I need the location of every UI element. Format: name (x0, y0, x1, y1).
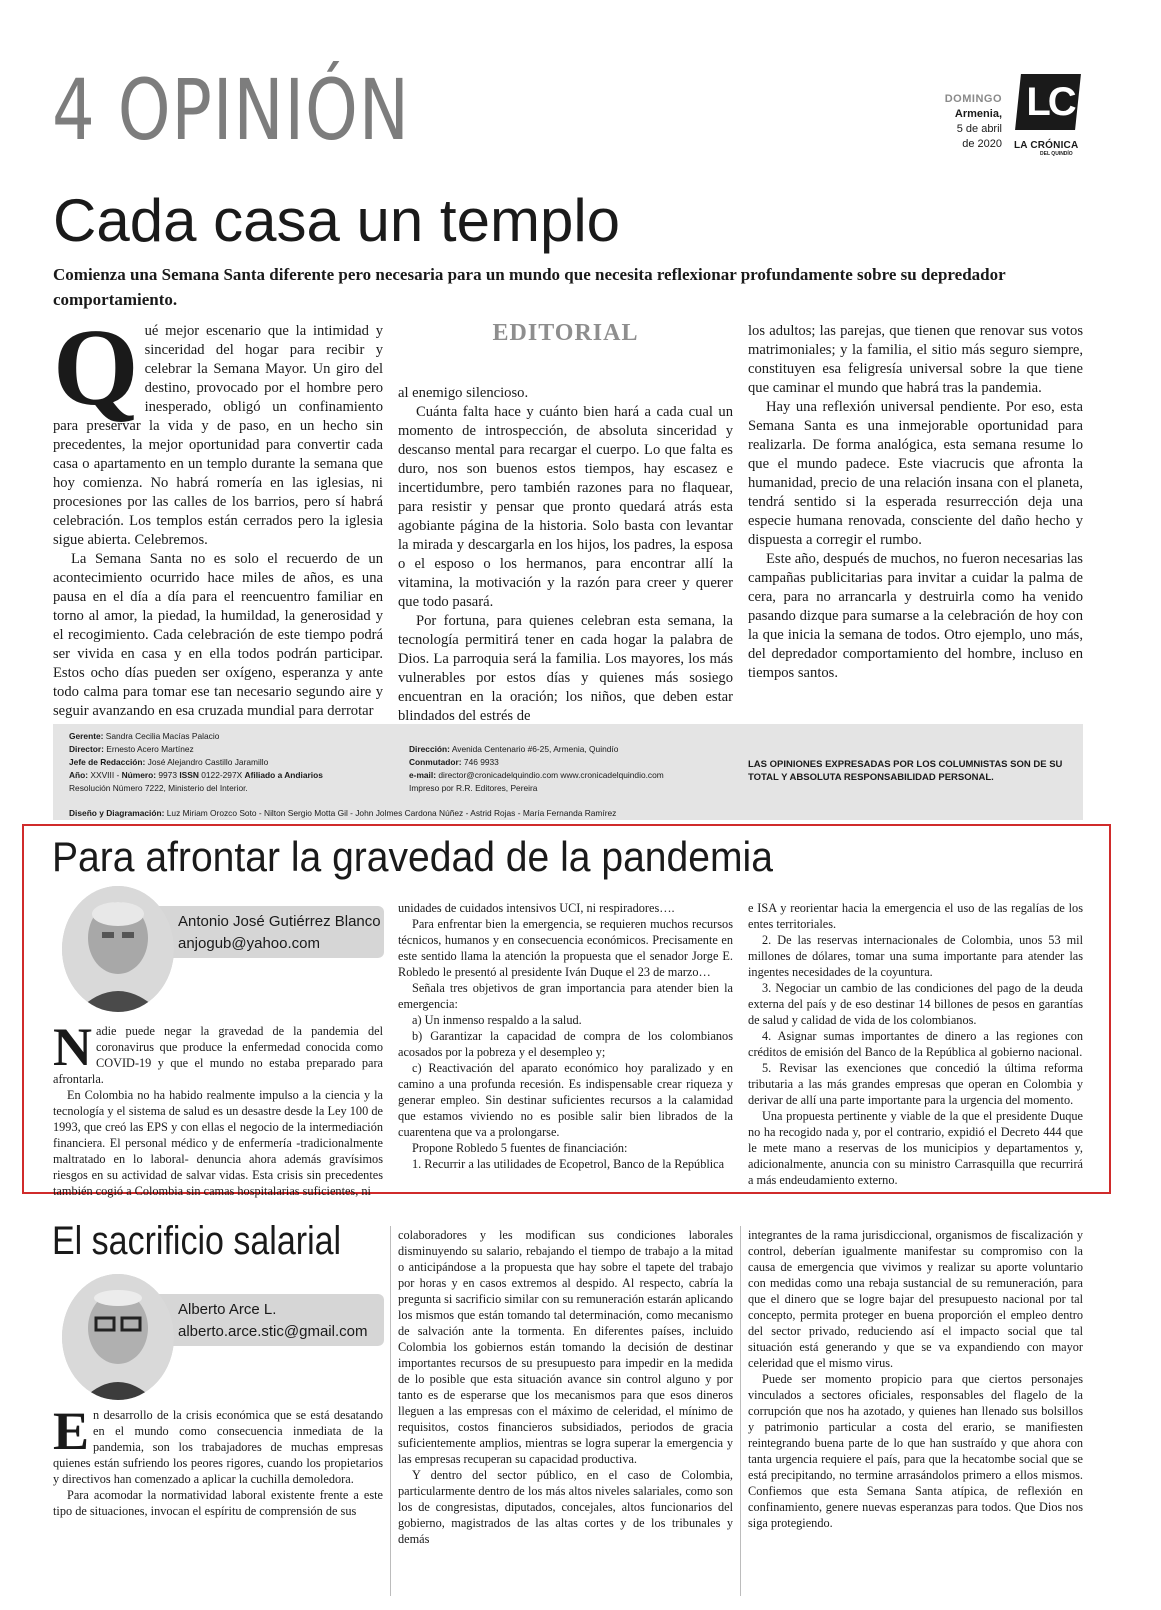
editorial-column-3 (748, 322, 1083, 683)
editorial-label: EDITORIAL (492, 320, 639, 346)
masthead-row: Resolución Número 7222, Ministerio del Interior. (69, 783, 248, 793)
masthead-row: Dirección: Avenida Centenario #6-25, Armenia, Quindío (409, 744, 619, 754)
paragraph: Puede ser momento propicio para que ciertos personajes vinculados a sectores oficiales, responsables del flagelo de la corrupción que nos ha azotado, y quienes han llenado sus bolsillos y patrimonio particular a costa del erario, se manifiesten reintegrando buena parte de lo que han sustraído y que ahora con tanta urgencia requiere el país, para que la hecatombe social que se está precipitando, no termine arrasándolos primero a ellos mismos. Confiemos que esta Semana Santa atípica, de reflexión en confinamiento, genere nuevas esperanzas para todos. Que Dios nos siga protegiendo. (748, 1372, 1083, 1530)
paragraph: La Semana Santa no es solo el recuerdo de un acontecimiento ocurrido hace miles de años, es una pausa en el día a día para el reencuentro familiar en torno al amor, la piedad, la humildad, la generosidad y el recogimiento. Cada celebración de este tiempo podrá ser vivida en casa y en ella todos podrán participar. Estos ocho días pueden ser oxígeno, esperanza y ante todo calma para tomar ese tan necesario segundo aire y seguir avanzando en esa cruzada mundial para derrotar (53, 551, 383, 719)
author-photo-image (62, 1274, 174, 1400)
article2-byline (150, 1294, 384, 1346)
article1-column-3 (748, 900, 1083, 1188)
author-photo-image (62, 886, 174, 1012)
paragraph: Una propuesta pertinente y viable de la que el presidente Duque no ha recogido nada y, por el contrario, expidió el Decreto 444 que le mete mano a reservas de los municipios y departamentos y, adicionalmente, anuncia con su ministro Carrasquilla que recurrirá a más endeudamiento externo. (748, 1109, 1083, 1187)
date-day: DOMINGO (944, 93, 1002, 105)
editorial-column-1 (53, 306, 383, 721)
date-city: Armenia, (954, 108, 1002, 120)
paragraph: Señala tres objetivos de gran importancia para atender bien la emergencia: (398, 981, 733, 1011)
paragraph: b) Garantizar la capacidad de compra de los colombianos acosados por la pobreza y el desempleo y; (398, 1029, 733, 1059)
date-block (930, 92, 1002, 152)
paragraph: c) Reactivación del aparato económico hoy paralizado y en camino a una profunda recesión. Es indispensable crear riqueza y generar empleo. Sin destinar suficientes recursos a la calamidad que estamos viviendo no es posible salir bien librados de la cuarentena que va a prolongarse. (398, 1061, 733, 1139)
paragraph: 3. Negociar un cambio de las condiciones del pago de la deuda externa del país y de eso destinar 14 billones de pesos en garantías de salud y calidad de vida de los colombianos. (748, 981, 1083, 1027)
paragraph: al enemigo silencioso. (398, 385, 529, 401)
column-divider (390, 1226, 391, 1596)
paragraph: Para acomodar la normatividad laboral existente frente a este tipo de situaciones, invocan el espíritu de comprensión de sus (53, 1488, 383, 1518)
paragraph: unidades de cuidados intensivos UCI, ni respiradores…. (398, 901, 675, 915)
author-name: Alberto Arce L. (178, 1301, 277, 1318)
logo-name: LA CRÓNICA (1014, 140, 1079, 151)
article1-byline (150, 906, 384, 958)
newspaper-logo (1012, 74, 1084, 160)
paragraph: 5. Revisar las exenciones que concedió la última reforma tributaria a las más grandes empresas que operan en Colombia y derivar de allí una parte importante para la urgencia del momento. (748, 1061, 1083, 1107)
masthead-row: Año: XXVIII - Número: 9973 ISSN 0122-297X Afiliado a Andiarios (69, 770, 323, 780)
masthead-staff (69, 730, 399, 795)
paragraph: 2. De las reservas internacionales de Colombia, unos 53 mil millones de dólares, tomar una suma importante para atender las ingentes necesidades de la coyuntura. (748, 933, 1083, 979)
masthead-design-credits: Diseño y Diagramación: Luz Miriam Orozco Soto - Nilton Sergio Motta Gil - John Jolmes Cardona Núñez - Astrid Rojas - María Fernanda Ramírez (69, 808, 617, 818)
masthead-row: Jefe de Redacción: José Alejandro Castillo Jaramillo (69, 757, 269, 767)
paragraph: Propone Robledo 5 fuentes de financiación: (412, 1141, 628, 1155)
masthead-row: Gerente: Sandra Cecilia Macías Palacio (69, 731, 220, 741)
article2-title: El sacrificio salarial (52, 1219, 342, 1263)
drop-cap: Q (53, 306, 139, 428)
paragraph: Y dentro del sector público, en el caso de Colombia, particularmente dentro de los más altos niveles salariales, como son los de congresistas, diputados, concejales, altos funcionarios del gobierno, magistrados de las altas cortes y de los tribunales y demás (398, 1468, 733, 1546)
date-line1: 5 de abril (956, 123, 1002, 135)
paragraph: Para enfrentar bien la emergencia, se requieren muchos recursos técnicos, humanos y en consecuencia económicos. Precisamente en este sentido llama la atención la propuesta que el senador Jorge E. Robledo le presentó al presidente Iván Duque el 23 de marzo… (398, 917, 733, 979)
article1-column-2 (398, 900, 733, 1172)
drop-cap: E (53, 1401, 90, 1461)
masthead-row: Impreso por R.R. Editores, Pereira (409, 783, 538, 793)
section-heading (52, 61, 410, 159)
drop-cap: N (53, 1017, 92, 1077)
paragraph: integrantes de la rama jurisdiccional, organismos de fiscalización y control, deberían igualmente manifestar su compromiso con la causa de emergencia que vivimos y realizar su aporte voluntario con medidas como una rebaja sustancial de su remuneración, para que el dinero que se logre bajar del presupuesto nacional por tal concepto, permita proteger en buena proporción el empleo dentro del sector privado, reduciendo así el impacto social que tal situación está generando y que se va expandiendo con mayor celeridad que el mismo virus. (748, 1228, 1083, 1370)
section-name: OPINIÓN (117, 61, 410, 159)
masthead-contact (409, 743, 749, 795)
paragraph: adie puede negar la gravedad de la pandemia del coronavirus que produce la enfermedad conocida como COVID-19 y que el mundo no estaba preparado para afrontarla. (53, 1024, 383, 1086)
author-email[interactable]: anjogub@yahoo.com (178, 935, 320, 952)
section-number: 4 (52, 61, 96, 159)
paragraph: n desarrollo de la crisis económica que se está desatando en el mundo como consecuencia inmediata de la pandemia, son los trabajadores de muchas empresas quienes están sufriendo los peores rigores, cuando los propietarios y directivos han comenzado a aplicar la cuchilla demoledora. (53, 1408, 383, 1486)
author-photo (62, 1274, 174, 1400)
author-email[interactable]: alberto.arce.stic@gmail.com (178, 1323, 368, 1340)
editorial-subtitle: Comienza una Semana Santa diferente pero necesaria para un mundo que necesita reflexionar profundamente sobre su depredador comportamiento. (53, 265, 1006, 309)
paragraph: 4. Asignar sumas importantes de dinero a las regiones con créditos de emisión del Banco de la República al gobierno nacional. (748, 1029, 1083, 1059)
masthead-row: Conmutador: 746 9933 (409, 757, 499, 767)
editorial-title: Cada casa un templo (53, 187, 621, 254)
column-divider (740, 1226, 741, 1596)
article1-column-1 (53, 1017, 383, 1199)
editorial-column-2 (398, 322, 733, 726)
article2-column-1 (53, 1401, 383, 1519)
paragraph: ué mejor escenario que la intimidad y sinceridad del hogar para recibir y celebrar la Semana Mayor. Un giro del destino, provocado por el hombre pero inesperado, obligó un confinamiento para preservar la vida y de paso, en un hecho sin precedentes, la mejor oportunidad para convertir cada casa o apartamento en un templo durante la semana que hoy comienza. No habrá romería en las iglesias, ni procesiones por las calles de los barrios, pero sí habrá celebración. Los templos están cerrados pero la iglesia sigue abierta. Celebremos. (53, 323, 383, 548)
paragraph: 1. Recurrir a las utilidades de Ecopetrol, Banco de la República (412, 1157, 725, 1171)
article1-title: Para afrontar la gravedad de la pandemia (52, 833, 773, 880)
author-name: Antonio José Gutiérrez Blanco (178, 913, 381, 930)
paragraph: Cuánta falta hace y cuánto bien hará a cada cual un momento de introspección, de absoluta sinceridad y descanso mental para recargar el cuerpo. Lo que falta es duro, nos son buenos estos tiempos, hay escasez e incertidumbre, pero también razones para no flaquear, para resistir y pensar que pronto quedará atrás esta agobiante página de la historia. Solo basta con levantar la mirada y descargarla en los hijos, los padres, la esposa o el esposo o los hermanos, para encontrar allí la vitamina, la motivación y la razón para creer y querer que todo pasará. (398, 404, 733, 610)
article2-column-2 (398, 1227, 733, 1547)
masthead-row: Director: Ernesto Acero Martínez (69, 744, 194, 754)
masthead-row: e-mail: director@cronicadelquindio.com www.cronicadelquindio.com (409, 770, 664, 780)
date-line2: de 2020 (962, 138, 1002, 150)
paragraph: Hay una reflexión universal pendiente. Por eso, esta Semana Santa es una inmejorable oportunidad para realizarla. De forma analógica, esta semana resume lo que el mundo padece. Este viacrucis que afronta la humanidad, precio de una relación insana con el planeta, tendrá sentido si la esperada resurrección deja una especie humana renovada, consciente del daño hecho y dispuesta a corregir el rumbo. (748, 399, 1083, 548)
paragraph: colaboradores y les modifican sus condiciones laborales disminuyendo su salario, rebajando el tiempo de trabajo a la mitad o anticipándose a la propuesta que hay sobre el tapete del trabajo por horas y en casos extremos al despido. Al respecto, cabría la pregunta si sacrificio similar con su remuneración estarán aplicando los mismos que están tomando tal determinación, como mecanismo de salvación ante la tormenta. En diferentes países, incluido Colombia los gobiernos están tomando la decisión de destinar importantes recursos de su presupuesto para impedir en la medida de lo posible que esta situación avance sin control alguno y por tanto es de esperarse que los mecanismos para que esos dineros lleguen a las empresas con el máximo de celeridad, el mínimo de requisitos, costos financieros subsidiados, periodos de gracia suficientemente amplios, mientras se logra superar la emergencia y las empresas recuperan su capacidad productiva. (398, 1228, 733, 1466)
author-photo (62, 886, 174, 1012)
paragraph: e ISA y reorientar hacia la emergencia el uso de las regalías de los entes territoriales. (748, 901, 1083, 931)
logo-letters: LC (1026, 80, 1074, 124)
masthead-disclaimer: LAS OPINIONES EXPRESADAS POR LOS COLUMNISTAS SON DE SU TOTAL Y ABSOLUTA RESPONSABILIDAD PERSONAL. (748, 759, 1063, 783)
paragraph: Este año, después de muchos, no fueron necesarias las campañas publicitarias para invitar a cuidar la palma de cera, para no arrancarla y destruirla como ha venido pasando dizque para sumarse a la celebración de hoy con la que inicia la semana de todos. Otro ejemplo, uno más, del depredador comportamiento del hombre, incluso en tiempos santos. (748, 551, 1083, 681)
paragraph: Por fortuna, para quienes celebran esta semana, la tecnología permitirá tener en cada hogar la palabra de Dios. La parroquia será la familia. Los mayores, los más vulnerables por estos días y quienes más sosiego encuentran en la oración; los niños, que deben estar blindados del estrés de (398, 613, 733, 724)
paragraph: En Colombia no ha habido realmente impulso a la ciencia y la tecnología y el sistema de salud es un desastre desde la Ley 100 de 1993, que creó las EPS y con ellas el negocio de la intermediación financiera. El personal médico y de enfermería -tradicionalmente maltratado en lo laboral- denuncia ahora además gravísimos riesgos en su actividad de salvar vidas. Esta crisis sin precedentes también cogió a Colombia sin camas hospitalarias suficientes, ni (53, 1088, 383, 1198)
paragraph: los adultos; las parejas, que tienen que renovar sus votos matrimoniales; y la familia, el sitio más seguro siempre, constituyen esa feligresía universal sobre la que tiene que caminar el mundo que habrá tras la pandemia. (748, 323, 1083, 396)
article2-column-3 (748, 1227, 1083, 1531)
paragraph: a) Un inmenso respaldo a la salud. (412, 1013, 582, 1027)
masthead-box (53, 724, 1083, 820)
logo-subname: DEL QUINDÍO (1040, 151, 1073, 157)
